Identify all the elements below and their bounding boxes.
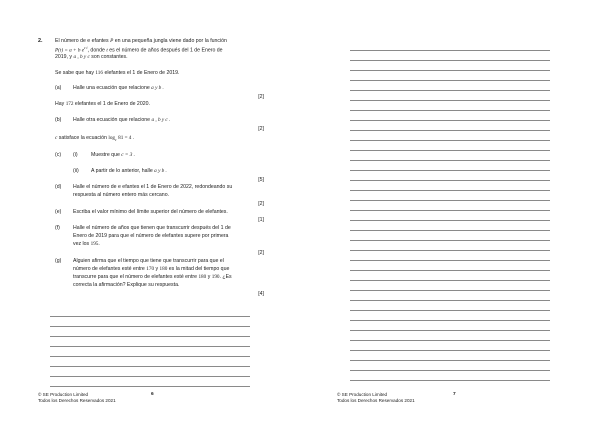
answer-line[interactable] — [350, 250, 550, 251]
function-formula: P(t) = a + b e — [55, 47, 85, 54]
answer-line[interactable] — [50, 376, 250, 377]
part-g-text-2: número de elefantes esté entre 170 y 180 es la mitad del tiempo que — [73, 266, 230, 272]
part-e-text: Escriba el valor mínimo del límite superior del número de elefantes. — [73, 209, 228, 215]
part-a-marks: [2] — [258, 94, 264, 100]
answer-line[interactable] — [350, 200, 550, 201]
answer-line[interactable] — [350, 220, 550, 221]
part-a-text: Halle una ecuación que relacione a y b . — [73, 85, 164, 91]
part-c-ii-text: A partir de lo anterior, halle a y b . — [91, 168, 167, 174]
answer-line[interactable] — [50, 356, 250, 357]
answer-line[interactable] — [350, 360, 550, 361]
part-f-marks: [2] — [258, 250, 264, 256]
part-c-label: (c) — [55, 152, 62, 158]
answer-line[interactable] — [350, 150, 550, 151]
answer-line[interactable] — [50, 316, 250, 317]
part-b-label: (b) — [55, 117, 62, 123]
left-page-number: 6 — [151, 392, 154, 397]
part-f-text-1: Halle el número de años que tienen que transcurrir después del 1 de — [73, 225, 231, 231]
left-footer: © SE Production Limited Todos los Derechos Reservados 2021 — [38, 392, 116, 404]
answer-line[interactable] — [350, 230, 550, 231]
answer-line[interactable] — [350, 130, 550, 131]
part-g-text-4: correcta la afirmación? Explique su respuesta. — [73, 282, 180, 288]
answer-line[interactable] — [350, 300, 550, 301]
part-g-text-3: transcurre para que el número de elefantes esté entre 180 y 190. ¿Es — [73, 274, 232, 280]
answer-line[interactable] — [50, 386, 250, 387]
answer-line[interactable] — [50, 336, 250, 337]
answer-line[interactable] — [350, 210, 550, 211]
question-number: 2. — [38, 38, 43, 44]
part-d-marks: [2] — [258, 201, 264, 207]
part-f-label: (f) — [55, 225, 60, 231]
answer-line[interactable] — [350, 160, 550, 161]
answer-line[interactable] — [350, 280, 550, 281]
part-f-text-3: vez los 195. — [73, 241, 100, 247]
answer-line[interactable] — [50, 326, 250, 327]
part-c-i-label: (i) — [73, 152, 78, 158]
part-e-label: (e) — [55, 209, 62, 215]
answer-line[interactable] — [350, 320, 550, 321]
part-g-marks: [4] — [258, 291, 264, 297]
answer-line[interactable] — [350, 330, 550, 331]
part-e-marks: [1] — [258, 217, 264, 223]
answer-line[interactable] — [350, 110, 550, 111]
intro-line-3: 2019, y a , b y c son constantes. — [55, 54, 128, 60]
answer-line[interactable] — [350, 290, 550, 291]
right-footer: © SE Production Limited Todos los Derechos Reservados 2021 — [337, 392, 415, 404]
answer-line[interactable] — [350, 310, 550, 311]
answer-line[interactable] — [350, 100, 550, 101]
part-b-text: Halle otra ecuación que relacione a , b y c . — [73, 117, 171, 123]
answer-line[interactable] — [350, 270, 550, 271]
part-g-text-1: Alguien afirma que el tiempo que tiene que transcurrir para que el — [73, 258, 224, 264]
part-d-label: (d) — [55, 184, 62, 190]
function-exponent: c t — [84, 46, 88, 50]
part-c-marks: [5] — [258, 177, 264, 183]
answer-line[interactable] — [50, 346, 250, 347]
answer-line[interactable] — [50, 366, 250, 367]
answer-line[interactable] — [350, 70, 550, 71]
answer-line[interactable] — [350, 340, 550, 341]
part-c-ii-label: (ii) — [73, 168, 79, 174]
answer-line[interactable] — [350, 240, 550, 241]
known-info: Se sabe que hay 116 elefantes el 1 de Enero de 2019. — [55, 70, 180, 76]
answer-line[interactable] — [350, 190, 550, 191]
answer-line[interactable] — [350, 380, 550, 381]
answer-line[interactable] — [350, 80, 550, 81]
part-f-text-2: Enero de 2019 para que el número de elefantes supere por primera — [73, 233, 229, 239]
answer-line[interactable] — [350, 260, 550, 261]
right-page — [300, 0, 600, 424]
right-page-number: 7 — [453, 392, 456, 397]
answer-line[interactable] — [350, 120, 550, 121]
answer-line[interactable] — [350, 350, 550, 351]
answer-line[interactable] — [350, 370, 550, 371]
info-before-b: Hay 172 elefantes el 1 de Enero de 2020. — [55, 101, 150, 107]
answer-line[interactable] — [350, 60, 550, 61]
part-b-marks: [2] — [258, 126, 264, 132]
intro-line-1: El número de e efantes P en una pequeña jungla viene dado por la función — [55, 38, 227, 44]
part-c-i-text: Muestre que c = 3 . — [91, 152, 135, 158]
intro-line-2: P(t) = a + b $e^{c t}$, donde t es el número de años después del 1 de Enero de — [55, 46, 223, 54]
part-a-label: (a) — [55, 85, 62, 91]
answer-line[interactable] — [350, 180, 550, 181]
answer-line[interactable] — [350, 50, 550, 51]
part-g-label: (g) — [55, 258, 62, 264]
info-before-c: c satisface la ecuación $\log_c 81 = 4$ . — [55, 135, 134, 143]
part-d-text-1: Halle el número de e efantes el 1 de Enero de 2022, redondeando su — [73, 184, 233, 190]
answer-line[interactable] — [350, 140, 550, 141]
answer-line[interactable] — [350, 170, 550, 171]
answer-line[interactable] — [350, 90, 550, 91]
part-d-text-2: respuesta al número entero más cercano. — [73, 192, 170, 198]
